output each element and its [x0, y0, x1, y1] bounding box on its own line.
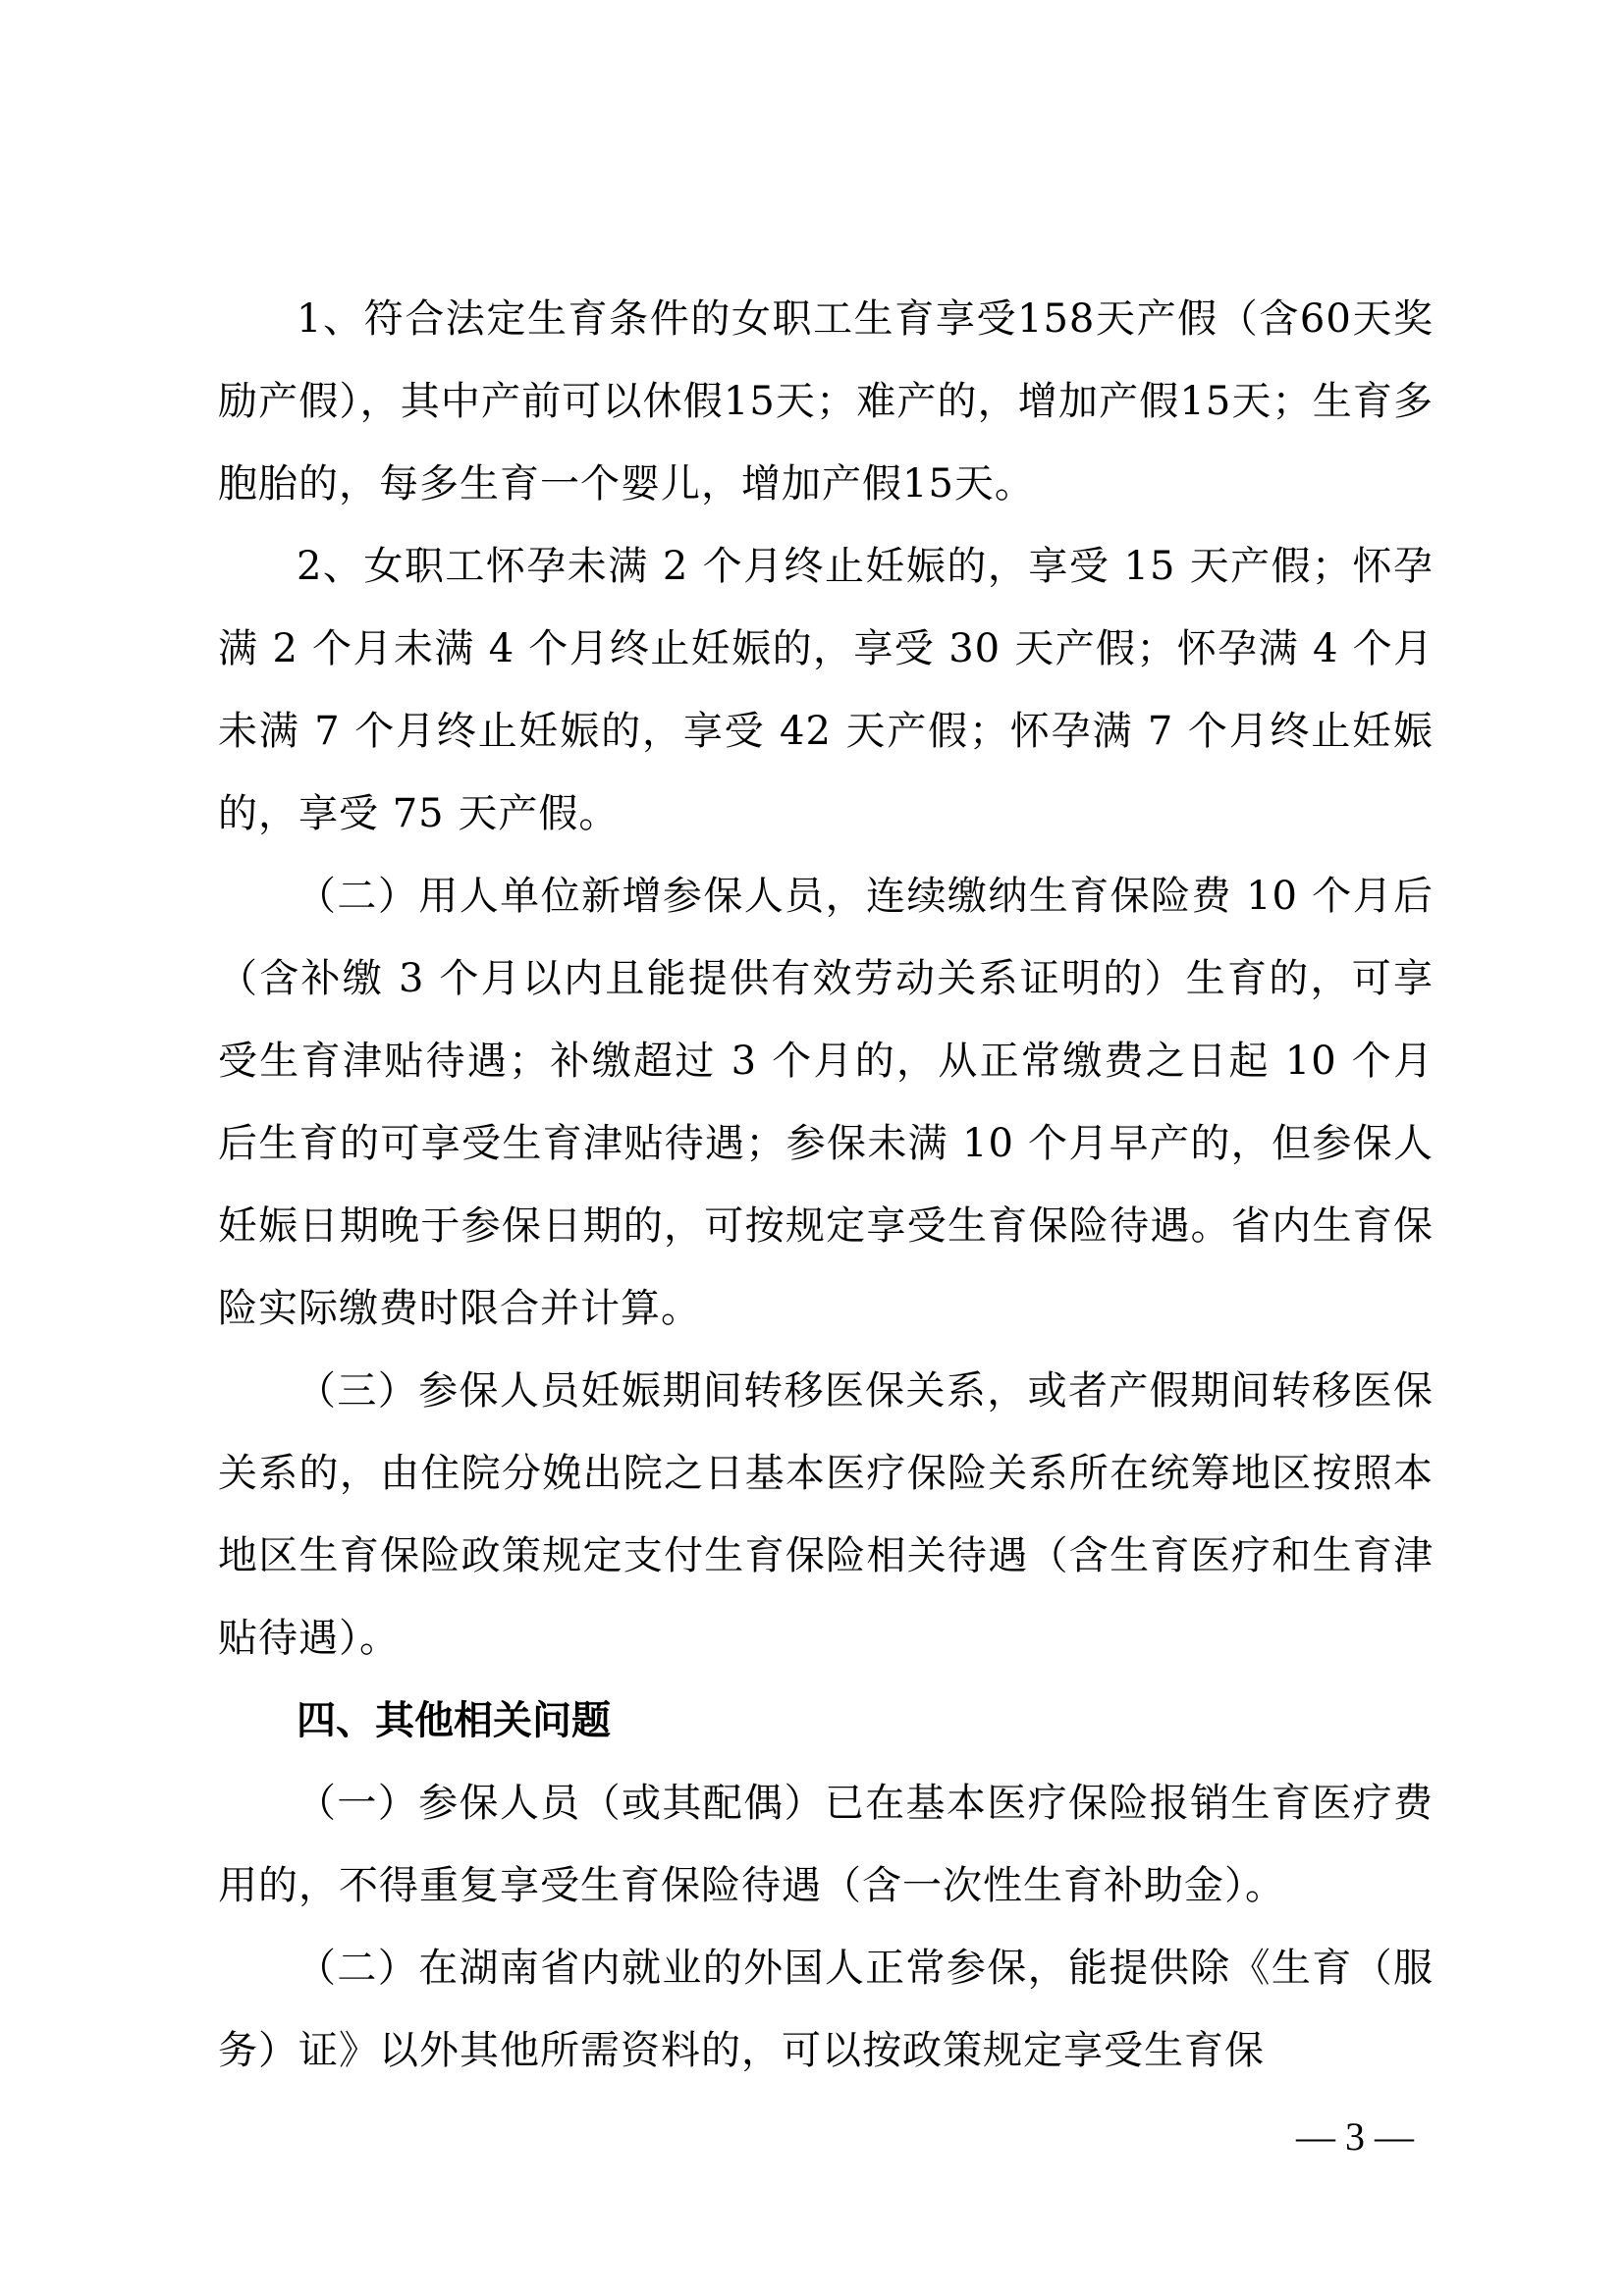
paragraph-insurance-transfer: （三）参保人员妊娠期间转移医保关系，或者产假期间转移医保关系的，由住院分娩出院之日基本医疗保险关系所在统筹地区按照本地区生育保险政策规定支付生育保险相关待遇（含生育医疗和生育津贴待遇）。: [218, 1368, 1434, 1661]
paragraph-pregnancy-termination-leave: 2、女职工怀孕未满 2 个月终止妊娠的，享受 15 天产假；怀孕满 2 个月未满 4 个月终止妊娠的，享受 30 天产假；怀孕满 4 个月未满 7 个月终止妊娠的，享受 42 天产假；怀孕满 7 个月终止妊娠的，享受 75 天产假。: [218, 544, 1434, 836]
paragraph-foreign-employees: （二）在湖南省内就业的外国人正常参保，能提供除《生育（服务）证》以外其他所需资料的，可以按政策规定享受生育保: [218, 1946, 1434, 2073]
document-body: [218, 278, 1434, 2092]
page-number: — 3 —: [1296, 2114, 1414, 2159]
section-heading-other-issues: 四、其他相关问题: [297, 1698, 611, 1743]
paragraph-no-duplicate-benefits: （一）参保人员（或其配偶）已在基本医疗保险报销生育医疗费用的，不得重复享受生育保险待遇（含一次性生育补助金）。: [218, 1781, 1434, 1908]
paragraph-new-insured-employees: （二）用人单位新增参保人员，连续缴纳生育保险费 10 个月后（含补缴 3 个月以内且能提供有效劳动关系证明的）生育的，可享受生育津贴待遇；补缴超过 3 个月的，从正常缴费之日起 10 个月后生育的可享受生育津贴待遇；参保未满 10 个月早产的，但参保人妊娠日期晚于参保日期的，可按规定享受生育保险待遇。省内生育保险实际缴费时限合并计算。: [218, 874, 1434, 1331]
paragraph-maternity-leave-158-days: 1、符合法定生育条件的女职工生育享受158天产假（含60天奖励产假），其中产前可以休假15天；难产的，增加产假15天；生育多胞胎的，每多生育一个婴儿，增加产假15天。: [218, 296, 1434, 507]
